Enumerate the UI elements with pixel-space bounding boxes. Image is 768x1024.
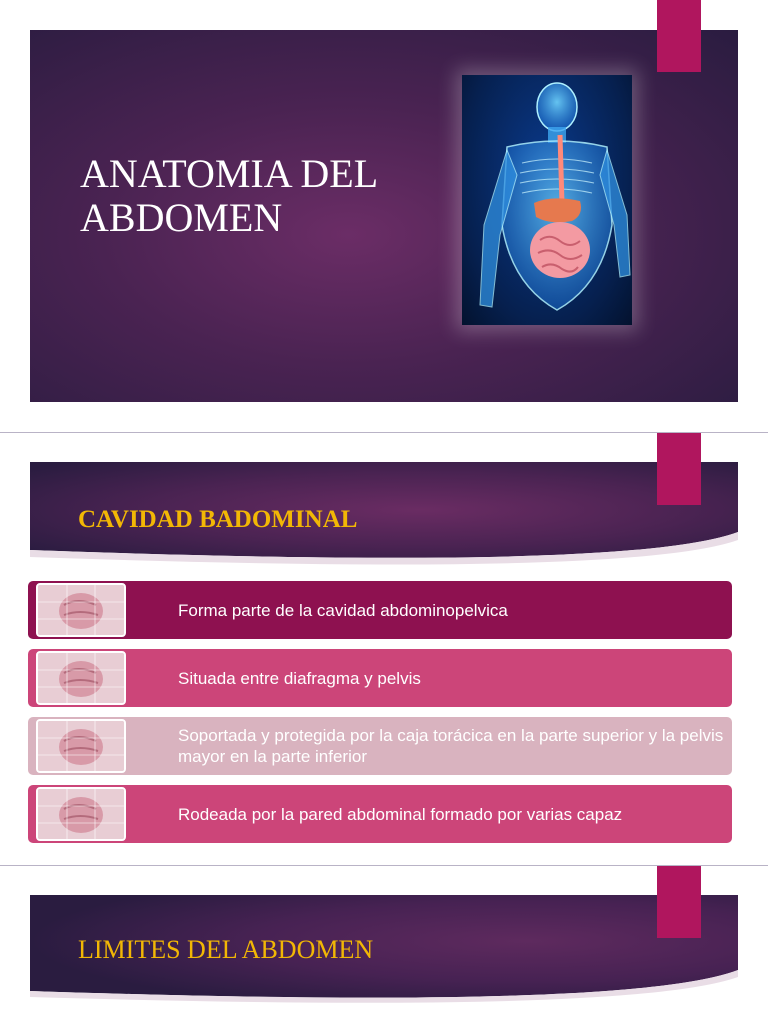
- abdomen-diagram-thumbnail: [36, 651, 126, 705]
- list-item: [28, 581, 732, 639]
- abdomen-diagram-thumbnail: [36, 719, 126, 773]
- list-item: [28, 649, 732, 707]
- list-item-text: Soportada y protegida por la caja torácica en la parte superior y la pelvis mayor en la parte inferior: [178, 726, 724, 766]
- list-item-text: Forma parte de la cavidad abdominopelvica: [178, 600, 508, 620]
- list-item-text: Situada entre diafragma y pelvis: [178, 668, 421, 688]
- limits-title: LIMITES DEL ABDOMEN: [78, 935, 374, 964]
- limits-slide-header: [30, 895, 738, 1015]
- abdomen-diagram-icon: [38, 721, 124, 771]
- anatomy-image: [462, 75, 632, 325]
- abdomen-diagram-icon: [38, 653, 124, 703]
- accent-tab-2: [657, 433, 701, 505]
- slide-divider-2: [0, 865, 768, 866]
- human-anatomy-icon: [462, 75, 632, 325]
- accent-tab-3: [657, 866, 701, 938]
- abdomen-diagram-icon: [38, 585, 124, 635]
- cavity-slide-header: [30, 462, 738, 577]
- list-item: [28, 717, 732, 775]
- cover-title: ANATOMIA DEL ABDOMEN: [80, 151, 377, 240]
- accent-tab-1: [657, 0, 701, 72]
- abdomen-diagram-icon: [38, 789, 124, 839]
- list-item-text: Rodeada por la pared abdominal formado por varias capaz: [178, 804, 623, 824]
- abdomen-diagram-thumbnail: [36, 583, 126, 637]
- cover-slide: [30, 30, 738, 402]
- list-item: [28, 785, 732, 843]
- slide-divider-1: [0, 432, 768, 433]
- abdomen-diagram-thumbnail: [36, 787, 126, 841]
- cavity-title: CAVIDAD BADOMINAL: [78, 506, 358, 533]
